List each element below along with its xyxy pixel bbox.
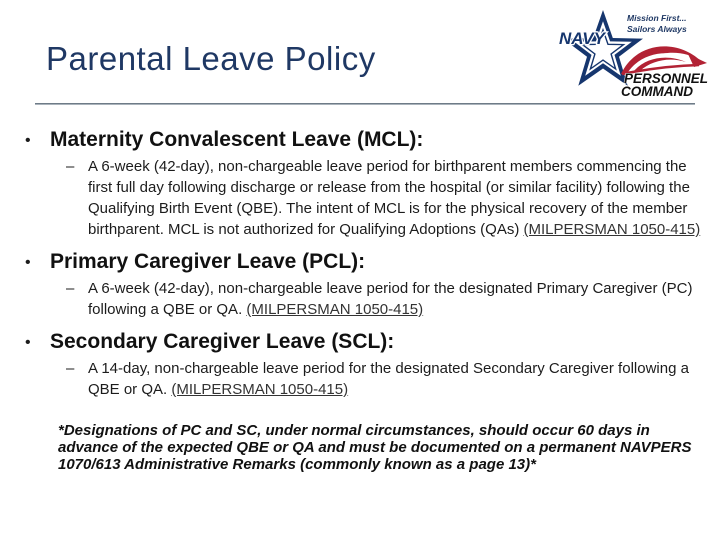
bullet-block-scl xyxy=(0,330,720,400)
milpersman-link-mcl[interactable]: (MILPERSMAN 1050-415) xyxy=(523,221,701,238)
command-line-2: COMMAND xyxy=(621,84,693,98)
eagle-icon xyxy=(621,46,707,74)
milpersman-link-scl[interactable]: (MILPERSMAN 1050-415) xyxy=(171,381,349,398)
body-mcl xyxy=(88,156,706,240)
body-scl xyxy=(88,358,706,400)
navy-personnel-command-logo xyxy=(558,6,710,98)
command-line-1: PERSONNEL xyxy=(624,71,709,86)
heading-pcl: Primary Caregiver Leave (PCL): xyxy=(50,250,366,273)
body-pcl xyxy=(88,278,706,320)
title-divider xyxy=(35,103,695,105)
milpersman-link-pcl[interactable]: (MILPERSMAN 1050-415) xyxy=(246,301,424,318)
dash-icon: – xyxy=(66,158,75,175)
heading-mcl: Maternity Convalescent Leave (MCL): xyxy=(50,128,424,151)
designation-footnote: *Designations of PC and SC, under normal circumstances, should occur 60 days in advance of the expected QBE or QA and must be documented on a permanent NAVPERS 1070/613 Administrative Remarks (commonly known as a page 13)* xyxy=(58,422,692,473)
slide-body xyxy=(0,118,720,473)
dash-icon: – xyxy=(66,280,75,297)
body-mcl-text: A 6-week (42-day), non-chargeable leave period for birthparent members commencing the first full day following discharge or release from the hospital (or similar facility) following the Qualifying Birth Event (QBE). The intent of MCL is for the physical recovery of the member birthparent. MCL is not authorized for Qualifying Adoptions (QAs) xyxy=(88,158,690,238)
dash-icon: – xyxy=(66,360,75,377)
motto-line-1: Mission First... xyxy=(627,13,687,23)
navy-wordmark: NAVY xyxy=(559,29,605,48)
bullet-icon: • xyxy=(25,334,31,351)
body-scl-text: A 14-day, non-chargeable leave period for the designated Secondary Caregiver following a QBE or QA. xyxy=(88,360,689,398)
bullet-block-pcl xyxy=(0,250,720,320)
bullet-icon: • xyxy=(25,254,31,271)
motto-line-2: Sailors Always xyxy=(627,24,687,34)
page-title: Parental Leave Policy xyxy=(46,40,376,77)
heading-scl: Secondary Caregiver Leave (SCL): xyxy=(50,330,395,353)
bullet-icon: • xyxy=(25,132,31,149)
body-pcl-text: A 6-week (42-day), non-chargeable leave period for the designated Primary Caregiver (PC) following a QBE or QA. xyxy=(88,280,693,318)
bullet-block-mcl xyxy=(0,128,720,240)
